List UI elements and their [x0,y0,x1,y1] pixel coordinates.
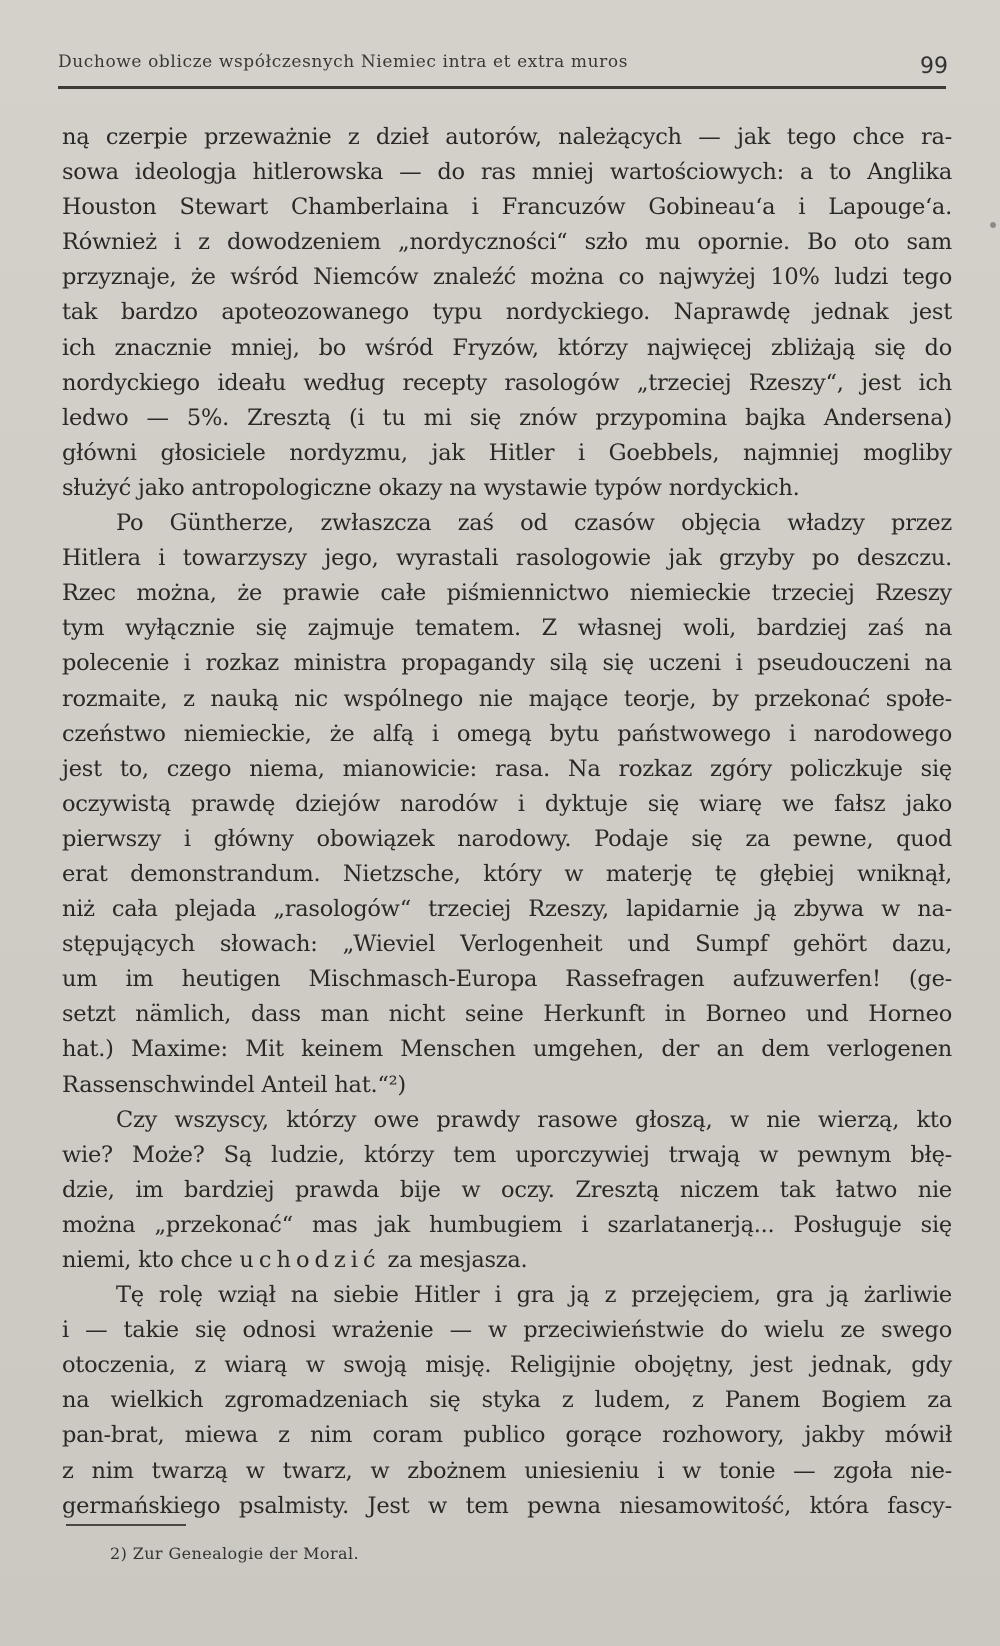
text-line: Również i z dowodzeniem „nordyczności“ szło mu opornie. Bo oto sam [62,229,952,256]
text-line: Po Güntherze, zwłaszcza zaś od czasów objęcia władzy przez [116,510,952,537]
text-line: ledwo — 5%. Zresztą (i tu mi się znów przypomina bajka Andersena) [62,404,952,431]
text-line: um im heutigen Mischmasch-Europa Rassefragen aufzuwerfen! (ge- [62,966,952,993]
text-line: erat demonstrandum. Nietzsche, który w materję tę głębiej wniknął, [62,860,952,887]
margin-speck [990,222,996,228]
text-line: czeństwo niemieckie, że alfą i omegą bytu państwowego i narodowego [62,720,952,747]
running-title: Duchowe oblicze współczesnych Niemiec intra et extra muros [58,52,629,72]
text-line: wie? Może? Są ludzie, którzy tem uporczywiej trwają w pewnym błę- [62,1141,952,1168]
text-line: na wielkich zgromadzeniach się styka z ludem, z Panem Bogiem za [62,1387,952,1414]
text-line: można „przekonać“ mas jak humbugiem i szarlatanerją... Posługuje się [62,1211,952,1238]
text-line: ną czerpie przeważnie z dzieł autorów, należących — jak tego chce ra- [62,124,952,150]
text-line: setzt nämlich, dass man nicht seine Herkunft in Borneo und Horneo [62,1001,952,1028]
text-line: pan-brat, miewa z nim coram publico gorące rozhowory, jakby mówił [62,1422,952,1449]
text-line: Houston Stewart Chamberlaina i Francuzów Gobineau‘a i Lapouge‘a. [62,194,952,221]
running-head [58,48,948,84]
text-line: germańskiego psalmisty. Jest w tem pewna niesamowitość, która fascy- [62,1492,952,1519]
text-line: hat.) Maxime: Mit keinem Menschen umgehen, der an dem verlogenen [62,1036,952,1063]
footnote-rule [66,1524,186,1526]
text-line: jest to, czego niema, mianowicie: rasa. Na rozkaz zgóry policzkuje się [62,755,952,782]
text-line: stępujących słowach: „Wieviel Verlogenheit und Sumpf gehört dazu, [62,931,952,958]
text-line: Rzec można, że prawie całe piśmiennictwo niemieckie trzeciej Rzeszy [62,580,952,607]
text-line: oczywistą prawdę dziejów narodów i dyktuje się wiarę we fałsz jako [62,790,952,817]
text-line: pierwszy i główny obowiązek narodowy. Podaje się za pewne, quod [62,825,952,852]
text-line: tym wyłącznie się zajmuje tematem. Z własnej woli, bardziej zaś na [62,615,952,642]
text-line: Hitlera i towarzyszy jego, wyrastali rasologowie jak grzyby po deszczu. [62,545,952,572]
text-line: otoczenia, z wiarą w swoją misję. Religijnie obojętny, jest jednak, gdy [62,1352,952,1379]
text-segment: za mesjasza. [387,1247,528,1273]
text-line: Rassenschwindel Anteil hat.“²) [62,1071,406,1098]
text-line: niż cała plejada „rasologów“ trzeciej Rzeszy, lapidarnie ją zbywa w na- [62,896,952,923]
text-line: główni głosiciele nordyzmu, jak Hitler i Goebbels, najmniej mogliby [62,439,952,466]
text-line: służyć jako antropologiczne okazy na wystawie typów nordyckich. [62,474,800,501]
text-line: Czy wszyscy, którzy owe prawdy rasowe głoszą, w nie wierzą, kto [116,1106,952,1133]
header-rule [58,86,946,89]
text-segment: niemi, kto chce [62,1247,233,1273]
text-line [62,1243,952,1278]
text-line: rozmaite, z nauką nic wspólnego nie mające teorje, by przekonać społe- [62,685,952,712]
spaced-emphasis: uchodzić [239,1247,381,1273]
text-line: polecenie i rozkaz ministra propagandy silą się uczeni i pseudouczeni na [62,650,952,677]
text-line: dzie, im bardziej prawda bije w oczy. Zresztą niczem tak łatwo nie [62,1176,952,1203]
text-line: nordyckiego ideału według recepty rasologów „trzeciej Rzeszy“, jest ich [62,369,952,396]
text-line: przyznaje, że wśród Niemców znaleźć można co najwyżej 10% ludzi tego [62,264,952,291]
text-line: Tę rolę wziął na siebie Hitler i gra ją z przejęciem, gra ją żarliwie [116,1282,952,1309]
page-number: 99 [920,54,948,79]
text-line: ich znacznie mniej, bo wśród Fryzów, którzy najwięcej zbliżają się do [62,334,952,361]
text-line: i — takie się odnosi wrażenie — w przeciwieństwie do wielu ze swego [62,1317,952,1344]
body-text [62,120,952,1524]
text-line: z nim twarzą w twarz, w zbożnem uniesieniu i w tonie — zgoła nie- [62,1457,952,1484]
text-line: sowa ideologja hitlerowska — do ras mniej wartościowych: a to Anglika [62,159,952,186]
text-line: tak bardzo apoteozowanego typu nordyckiego. Naprawdę jednak jest [62,299,952,326]
footnote: 2) Zur Genealogie der Moral. [110,1544,359,1563]
